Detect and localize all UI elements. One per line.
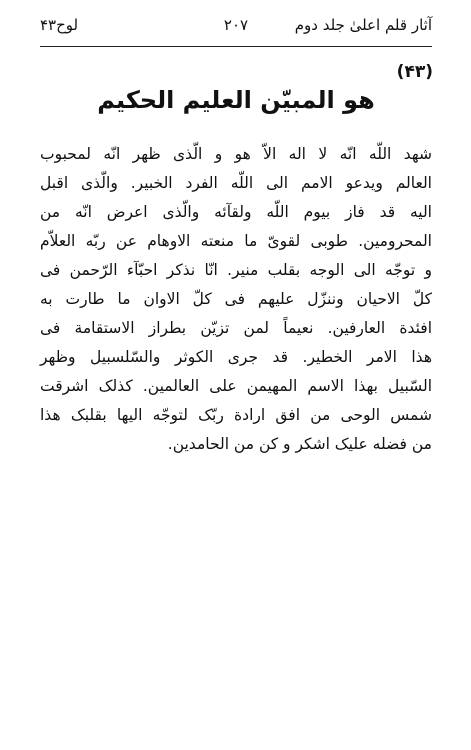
tablet-reference: لوح۴۳ xyxy=(40,16,79,34)
tablet-body xyxy=(40,140,432,459)
text-line: السّبیل بهذا الاسم المهیمن علی العالمین. کذلک اشرقت xyxy=(40,377,432,395)
text-line: شمس الوحی من افق ارادة ربّک لتوجّه الیها بقلبک هذا xyxy=(40,406,432,424)
text-line: افئدة العارفین. نعیماً لمن تزیّن بطراز الاستقامة فی xyxy=(40,319,432,337)
tablet-number: (۴۳) xyxy=(396,62,433,82)
text-line: و توجّه الی الوجه بقلب منیر. انّا نذکر احبّآء الرّحمن فی xyxy=(40,261,432,279)
text-line: العالم ویدعو الامم الی اللّه الفرد الخبیر. والّذی اقبل xyxy=(40,174,432,192)
text-line: الیه قد فاز بیوم اللّه ولقآئه والّذی اعرض انّه من xyxy=(40,203,432,221)
text-line: کلّ الاحیان وننزّل علیهم فی کلّ الاوان ما طارت به xyxy=(40,290,432,308)
text-line: هذا الامر الخطیر. قد جری الکوثر والسّلسبیل وظهر xyxy=(40,348,432,366)
book-title: آثار قلم اعلیٰ جلد دوم xyxy=(294,16,432,34)
text-line: المحرومین. طوبی لقویّ ما منعته الاوهام عن ربّه العلاّم xyxy=(40,232,432,250)
header-rule xyxy=(40,46,432,47)
text-line: من فضله علیک اشکر و کن من الحامدین. xyxy=(167,435,432,453)
page-number: ۲۰۷ xyxy=(223,16,249,34)
invocation-heading: هو المبیّن العلیم الحکیم xyxy=(97,86,375,114)
text-line: شهد اللّه انّه لا اله الاّ هو و الّذی ظهر انّه لمحبوب xyxy=(40,145,432,163)
page-header xyxy=(40,10,432,40)
